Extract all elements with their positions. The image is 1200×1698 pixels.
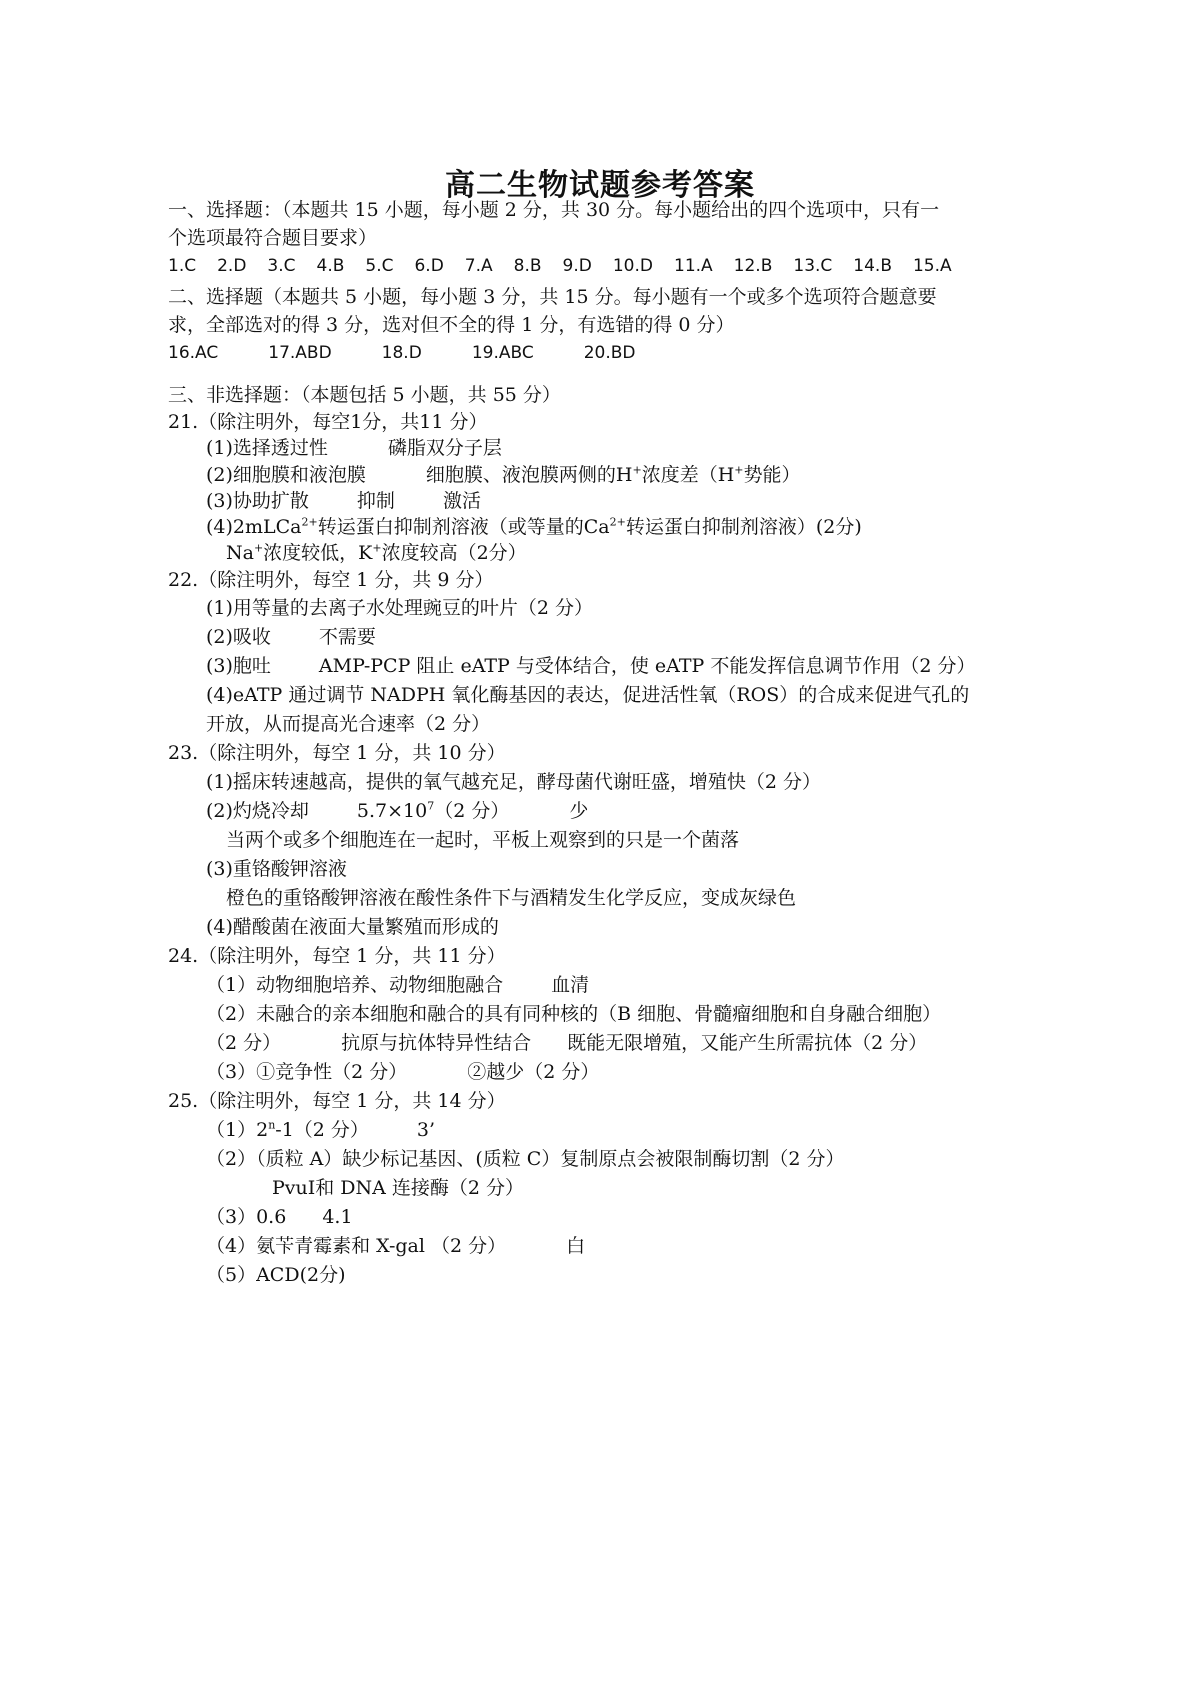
q24-part2-line2: （2 分） 抗原与抗体特异性结合 既能无限增殖，又能产生所需抗体（2 分） bbox=[206, 1032, 928, 1054]
q25-p4-answer-a: （4）氨苄青霉素和 X-gal （2 分） bbox=[206, 1235, 507, 1257]
q21-header: 21.（除注明外，每空1分，共11 分） bbox=[168, 411, 488, 433]
q23-part3: (3)重铬酸钾溶液 bbox=[206, 858, 347, 880]
q23-part2 bbox=[206, 797, 588, 825]
answer-13: 13.C bbox=[793, 256, 833, 276]
q25-part1 bbox=[206, 1116, 435, 1144]
q24-header: 24.（除注明外，每空 1 分，共 11 分） bbox=[168, 945, 506, 967]
q23-header: 23.（除注明外，每空 1 分，共 10 分） bbox=[168, 742, 506, 764]
q25-part5: （5）ACD(2分) bbox=[206, 1264, 346, 1286]
q24-p2-answer-c: 抗原与抗体特异性结合 bbox=[341, 1032, 532, 1054]
q25-p4-answer-b: 白 bbox=[566, 1235, 586, 1257]
answer-16: 16.AC bbox=[168, 343, 219, 363]
q24-p3-answer-a: （3）①竞争性（2 分） bbox=[206, 1061, 408, 1083]
answer-8: 8.B bbox=[513, 256, 542, 276]
section1-heading-line2: 个选项最符合题目要求） bbox=[168, 227, 378, 249]
q22-p2-answer-a: (2)吸收 bbox=[206, 626, 271, 648]
answer-18: 18.D bbox=[381, 343, 422, 363]
answer-15: 15.A bbox=[912, 256, 952, 276]
q23-p2-answer-a: (2)灼烧冷却 bbox=[206, 800, 309, 822]
answer-10: 10.D bbox=[612, 256, 653, 276]
q21-part1 bbox=[206, 434, 502, 462]
q21-p1-answer-a: (1)选择透过性 bbox=[206, 437, 328, 459]
q22-header: 22.（除注明外，每空 1 分，共 9 分） bbox=[168, 569, 494, 591]
answer-9: 9.D bbox=[562, 256, 592, 276]
q24-p2-answer-d: 既能无限增殖，又能产生所需抗体（2 分） bbox=[567, 1032, 928, 1054]
answer-2: 2.D bbox=[217, 256, 247, 276]
section3-heading: 三、非选择题：（本题包括 5 小题，共 55 分） bbox=[168, 384, 561, 406]
q25-p3-answer-b: 4.1 bbox=[322, 1206, 353, 1228]
q25-header: 25.（除注明外，每空 1 分，共 14 分） bbox=[168, 1090, 506, 1112]
answer-6: 6.D bbox=[414, 256, 444, 276]
q22-part2 bbox=[206, 623, 376, 651]
q25-part2-second: PvuⅠ和 DNA 连接酶（2 分） bbox=[272, 1177, 525, 1199]
q23-part4: (4)醋酸菌在液面大量繁殖而形成的 bbox=[206, 916, 499, 938]
q22-p2-answer-b: 不需要 bbox=[318, 626, 376, 648]
q24-part3 bbox=[206, 1058, 599, 1086]
section2-heading-line1: 二、选择题（本题共 5 小题，每小题 3 分，共 15 分。每小题有一个或多个选项符合题意要 bbox=[168, 286, 937, 308]
q24-p1-answer-a: （1）动物细胞培养、动物细胞融合 bbox=[206, 974, 504, 996]
q25-part3 bbox=[206, 1203, 353, 1231]
section1-heading-line1: 一、选择题：（本题共 15 小题，每小题 2 分，共 30 分。每小题给出的四个选项中，只有一 bbox=[168, 199, 940, 221]
q21-p2-answer-b: 细胞膜、液泡膜两侧的H+浓度差（H+势能） bbox=[425, 463, 801, 486]
section1-answers bbox=[168, 252, 952, 280]
q21-p3-answer-c: 激活 bbox=[442, 490, 481, 512]
q22-p3-answer-b: AMP-PCP 阻止 eATP 与受体结合，使 eATP 不能发挥信息调节作用（2 分） bbox=[318, 655, 976, 677]
page-title: 高二生物试题参考答案 bbox=[445, 168, 755, 203]
q24-part1 bbox=[206, 971, 589, 999]
answer-19: 19.ABC bbox=[471, 343, 534, 363]
q25-part2: （2）（质粒 A）缺少标记基因、(质粒 C）复制原点会被限制酶切割（2 分） bbox=[206, 1148, 845, 1170]
answer-3: 3.C bbox=[267, 256, 296, 276]
q21-part4-second: Na+浓度较低，K+浓度较高（2分） bbox=[226, 541, 527, 564]
q25-p1-answer-b: 3’ bbox=[416, 1119, 436, 1141]
section2-heading-line2: 求，全部选对的得 3 分，选对但不全的得 1 分，有选错的得 0 分） bbox=[168, 314, 735, 336]
q22-p3-answer-a: (3)胞吐 bbox=[206, 655, 271, 677]
q21-part2 bbox=[206, 461, 801, 489]
q21-p3-answer-b: 抑制 bbox=[356, 490, 395, 512]
q23-part2-explanation: 当两个或多个细胞连在一起时，平板上观察到的只是一个菌落 bbox=[226, 829, 740, 851]
q21-part3 bbox=[206, 487, 481, 515]
q21-p2-answer-a: (2)细胞膜和液泡膜 bbox=[206, 464, 366, 486]
q21-part4: (4)2mLCa$^{2+}$转运蛋白抑制剂溶液（或等量的$Ca^{2+}$转运蛋白抑制剂溶液）(2分) bbox=[206, 515, 862, 538]
answer-12: 12.B bbox=[733, 256, 773, 276]
q24-p3-answer-b: ②越少（2 分） bbox=[467, 1061, 600, 1083]
q21-p1-answer-b: 磷脂双分子层 bbox=[387, 437, 502, 459]
q22-part1: (1)用等量的去离子水处理豌豆的叶片（2 分） bbox=[206, 597, 594, 619]
answer-20: 20.BD bbox=[583, 343, 636, 363]
answer-17: 17.ABD bbox=[268, 343, 332, 363]
q23-p2-answer-b: $5.7\times 10^7(2$ 分） bbox=[356, 799, 510, 822]
q22-part4-line1: (4)eATP 通过调节 NADPH 氧化酶基因的表达，促进活性氧（ROS）的合成来促进气孔的 bbox=[206, 684, 970, 706]
answer-14: 14.B bbox=[853, 256, 892, 276]
q25-part4 bbox=[206, 1232, 585, 1260]
q23-part3-explanation: 橙色的重铬酸钾溶液在酸性条件下与酒精发生化学反应，变成灰绿色 bbox=[226, 887, 797, 909]
q21-p3-answer-a: (3)协助扩散 bbox=[206, 490, 309, 512]
q25-p3-answer-a: （3）0.6 bbox=[206, 1206, 287, 1228]
q25-p1-answer-a: （1）2$^n$-1（2 分） bbox=[206, 1118, 369, 1141]
q23-p2-answer-c: 少 bbox=[569, 800, 589, 822]
answer-4: 4.B bbox=[316, 256, 345, 276]
q22-part3 bbox=[206, 652, 975, 680]
answer-7: 7.A bbox=[464, 256, 493, 276]
answer-1: 1.C bbox=[168, 256, 197, 276]
answer-5: 5.C bbox=[365, 256, 394, 276]
section2-answers bbox=[168, 339, 636, 367]
q24-p1-answer-b: 血清 bbox=[551, 974, 590, 996]
answer-11: 11.A bbox=[674, 256, 713, 276]
q22-part4-line2: 开放，从而提高光合速率（2 分） bbox=[206, 713, 491, 735]
q24-part2-line1: （2）未融合的亲本细胞和融合的具有同种核的（B 细胞、骨髓瘤细胞和自身融合细胞） bbox=[206, 1003, 942, 1025]
q23-part1: (1)摇床转速越高，提供的氧气越充足，酵母菌代谢旺盛，增殖快（2 分） bbox=[206, 771, 822, 793]
